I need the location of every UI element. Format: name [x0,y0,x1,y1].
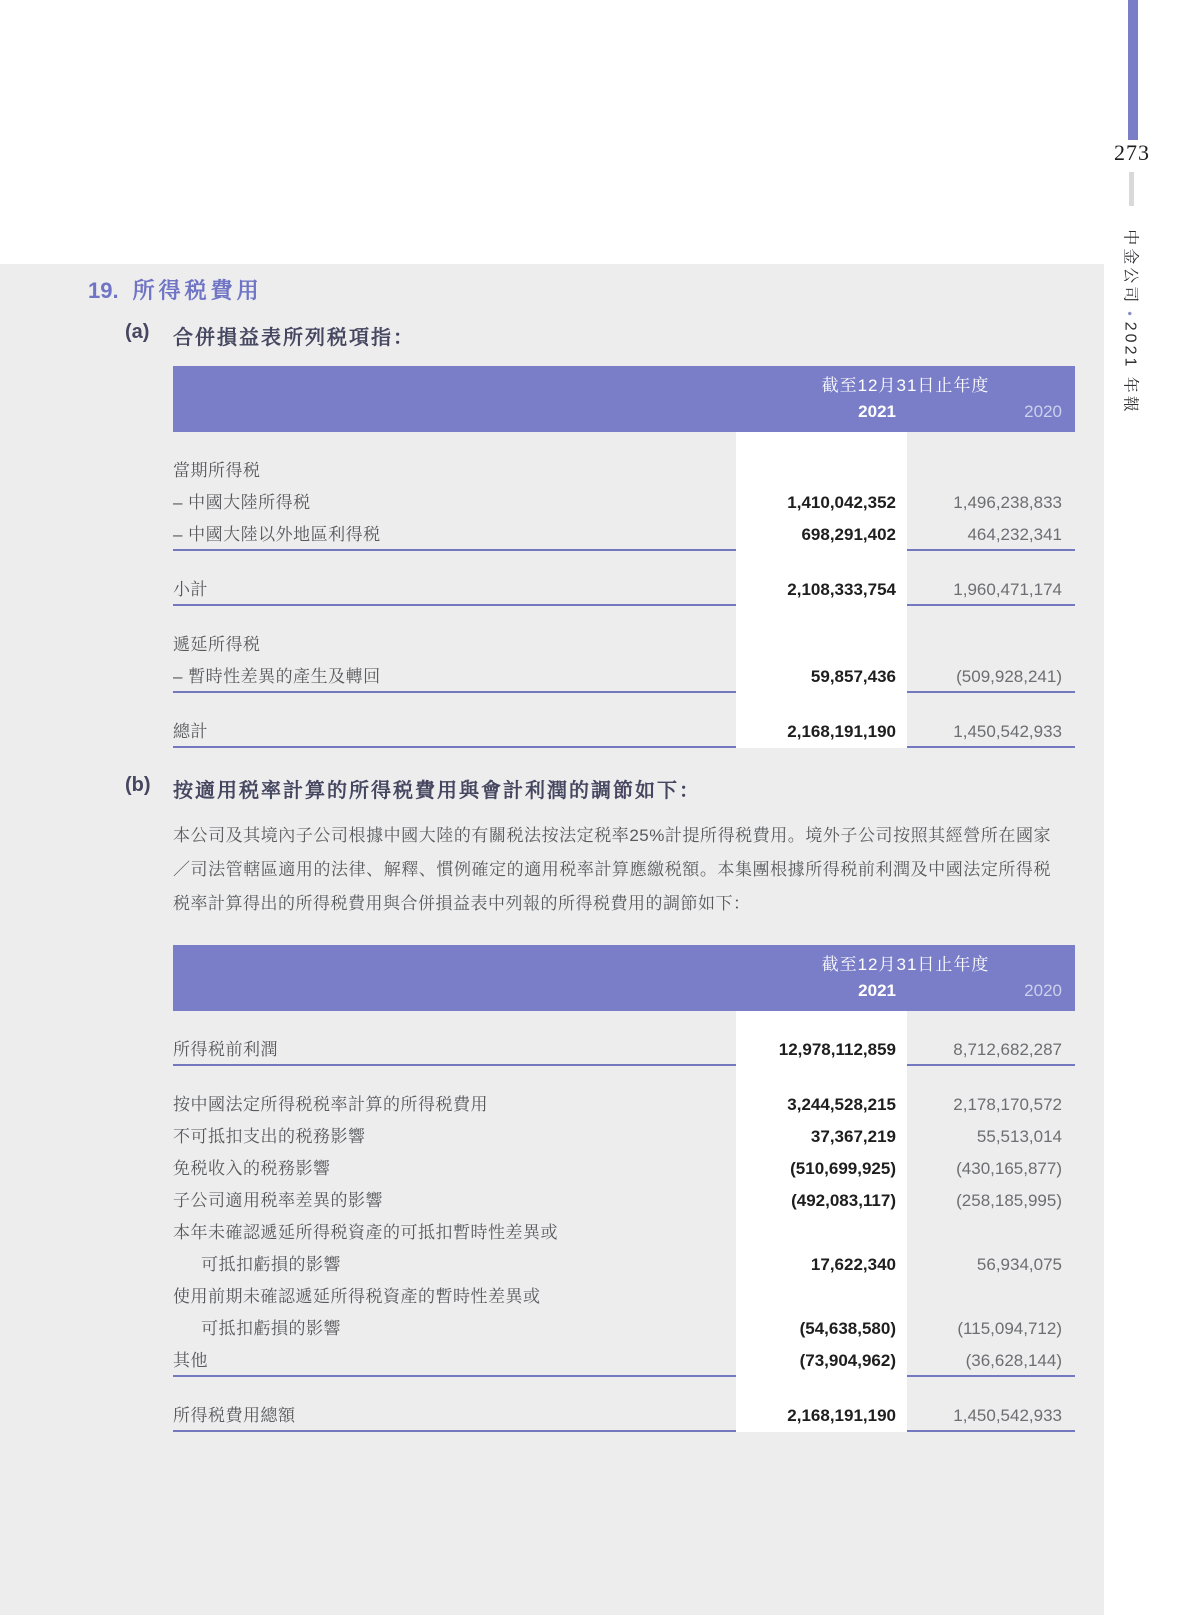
row-label: 可抵扣虧損的影響 [201,1319,341,1338]
table-label-row [173,1281,1075,1313]
section-heading [88,274,1104,305]
row-label [173,1066,736,1089]
tax-table-b [173,945,1075,1432]
value-2021: 2,168,191,190 [736,1400,907,1432]
value-2020 [907,1377,1075,1400]
table-b-body [173,1011,1075,1432]
table-row [173,1345,1075,1377]
part-b [88,774,1104,1432]
sidebar-vertical-title [1121,229,1144,415]
value-2021 [736,1011,907,1034]
row-label: 免税收入的税務影響 [173,1159,331,1178]
value-2020: (430,165,877) [956,1159,1062,1178]
row-label [173,606,736,629]
value-2020 [907,1281,1075,1313]
table-spacer-row [173,1011,1075,1034]
value-2021 [736,455,907,487]
table-row [173,1034,1075,1066]
row-label: 小計 [173,580,208,599]
value-2021: 2,168,191,190 [736,716,907,748]
value-2021 [736,693,907,716]
value-2020 [907,629,1075,661]
row-label: 不可抵扣支出的税務影響 [173,1127,366,1146]
header-year-2020: 2020 [1024,981,1062,1000]
note-19-panel [0,264,1104,1615]
value-2020: 2,178,170,572 [953,1095,1062,1114]
value-2020: 56,934,075 [976,1255,1062,1274]
value-2021: 37,367,219 [736,1121,907,1153]
header-year-2021: 2021 [858,981,896,1000]
table-row [173,1089,1075,1121]
row-label: 使用前期未確認遞延所得税資產的暫時性差異或 [173,1287,541,1306]
row-label: 所得税費用總額 [173,1406,296,1425]
row-label: – 中國大陸以外地區利得税 [173,525,381,544]
value-2021 [736,551,907,574]
value-2020: 464,232,341 [967,525,1062,544]
row-label [173,1377,736,1400]
value-2021 [736,606,907,629]
table-spacer-row [173,606,1075,629]
value-2021 [736,1066,907,1089]
row-label: 總計 [173,722,208,741]
value-2020: 1,960,471,174 [953,580,1062,599]
part-b-paragraph: 本公司及其境內子公司根據中國大陸的有關税法按法定税率25%計提所得税費用。境外子公司按照其經營所在國家／司法管轄區適用的法律、解釋、慣例確定的適用税率計算應繳税額。本集團根據所得税前利潤及中國法定所得税税率計算得出的所得税費用與合併損益表中列報的所得税費用的調節如下： [173,826,1051,913]
value-2021 [736,432,907,455]
table-row [173,574,1075,606]
row-label: 其他 [173,1351,208,1370]
row-label: 當期所得税 [173,461,261,480]
header-period: 截至12月31日止年度 [821,376,990,395]
header-year-2020: 2020 [1024,402,1062,421]
row-label [173,693,736,716]
value-2021: 2,108,333,754 [736,574,907,606]
header-year-2021: 2021 [858,402,896,421]
header-empty-cell [173,399,736,424]
row-label: – 中國大陸所得税 [173,493,311,512]
value-2021 [736,1281,907,1313]
value-2021: 1,410,042,352 [736,487,907,519]
row-label [173,551,736,574]
part-b-marker: (b) [125,774,151,796]
part-a-marker: (a) [125,321,150,343]
sidebar-bullet-icon: • [1122,311,1138,316]
part-a-heading [125,321,1104,350]
page-number: 273 [1114,140,1150,165]
value-2020 [907,1066,1075,1089]
value-2021: 59,857,436 [736,661,907,693]
value-2021: 3,244,528,215 [736,1089,907,1121]
value-2020: 1,496,238,833 [953,493,1062,512]
value-2020: 55,513,014 [976,1127,1062,1146]
table-label-row [173,455,1075,487]
value-2021: (73,904,962) [736,1345,907,1377]
value-2020: (258,185,995) [956,1191,1062,1210]
value-2020 [907,455,1075,487]
table-spacer-row [173,1066,1075,1089]
row-label [173,1011,736,1034]
value-2020: (509,928,241) [956,667,1062,686]
value-2020 [907,1217,1075,1249]
value-2021 [736,1217,907,1249]
value-2021: (492,083,117) [736,1185,907,1217]
table-label-row [173,629,1075,661]
value-2021: 698,291,402 [736,519,907,551]
value-2021 [736,629,907,661]
part-a-title: 合併損益表所列税項指： [173,327,415,349]
table-spacer-row [173,551,1075,574]
row-label: 按中國法定所得税税率計算的所得税費用 [173,1095,488,1114]
header-empty-cell [173,373,736,399]
table-spacer-row [173,1377,1075,1400]
tax-table-a [173,366,1075,748]
table-row [173,1313,1075,1345]
part-b-title: 按適用税率計算的所得税費用與會計利潤的調節如下： [173,780,701,802]
header-empty-cell [173,978,736,1003]
table-row [173,519,1075,551]
table-row [173,1153,1075,1185]
page-number-tick [1129,172,1134,206]
table-spacer-row [173,432,1075,455]
value-2021: (54,638,580) [736,1313,907,1345]
value-2020: (36,628,144) [965,1351,1062,1370]
sidebar-company: 中金公司 [1121,229,1139,306]
row-label [173,432,736,455]
table-row [173,1185,1075,1217]
value-2021: 17,622,340 [736,1249,907,1281]
table-row [173,1249,1075,1281]
row-label: – 暫時性差異的產生及轉回 [173,667,381,686]
top-accent-bar [1128,0,1138,140]
value-2021: (510,699,925) [736,1153,907,1185]
value-2021: 12,978,112,859 [736,1034,907,1066]
sidebar-year: 2021 年報 [1121,321,1139,415]
row-label: 遞延所得税 [173,635,261,654]
table-row [173,716,1075,748]
value-2020 [907,606,1075,629]
value-2020 [907,693,1075,716]
section-number: 19. [88,278,119,303]
row-label: 可抵扣虧損的影響 [201,1255,341,1274]
value-2020: 1,450,542,933 [953,1406,1062,1425]
table-a-header [173,366,1075,432]
table-row [173,1400,1075,1432]
header-empty-cell [173,952,736,978]
value-2020: 1,450,542,933 [953,722,1062,741]
value-2020 [907,1011,1075,1034]
value-2020: 8,712,682,287 [953,1040,1062,1059]
table-row [173,661,1075,693]
part-a [88,321,1104,748]
row-label: 子公司適用税率差異的影響 [173,1191,383,1210]
value-2020 [907,432,1075,455]
row-label: 本年未確認遞延所得税資產的可抵扣暫時性差異或 [173,1223,558,1242]
table-a-body [173,432,1075,748]
value-2020: (115,094,712) [957,1319,1062,1338]
table-spacer-row [173,693,1075,716]
table-label-row [173,1217,1075,1249]
table-row [173,1121,1075,1153]
header-period: 截至12月31日止年度 [821,955,990,974]
value-2020 [907,551,1075,574]
value-2021 [736,1377,907,1400]
table-row [173,487,1075,519]
row-label: 所得税前利潤 [173,1040,278,1059]
section-title: 所得税費用 [132,278,263,303]
part-b-heading [125,774,1104,803]
table-b-header [173,945,1075,1011]
